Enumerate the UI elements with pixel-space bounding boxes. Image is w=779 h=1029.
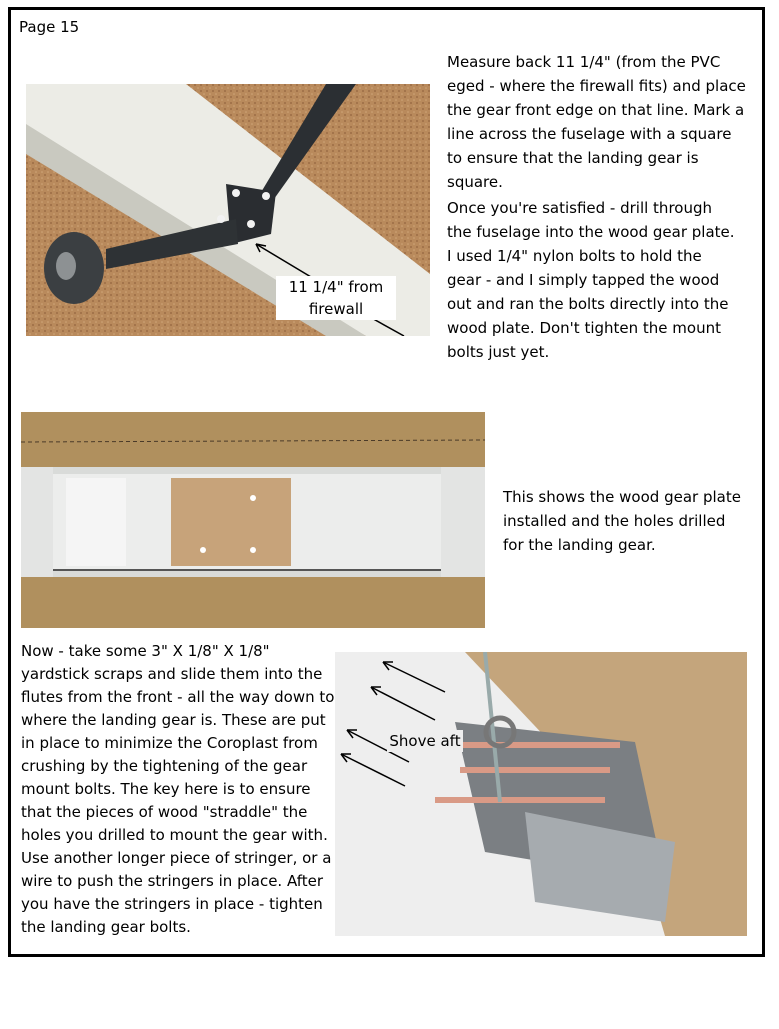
page-frame — [8, 7, 765, 957]
photo1-label-line2: firewall — [308, 300, 364, 318]
photo-stringers-image — [335, 652, 747, 936]
page-number: Page 15 — [19, 18, 80, 36]
photo3-label: Shove aft — [387, 730, 463, 752]
photo-gear-plate-image — [21, 412, 485, 628]
photo1-label-line1: 11 1/4" from — [288, 278, 384, 296]
photo-landing-gear — [26, 84, 430, 336]
caption-paragraph-3: This shows the wood gear plate installed and the holes drilled for the landing gear. — [503, 488, 741, 554]
instruction-paragraph-2: Once you're satisfied - drill through the fuselage into the wood gear plate. I used 1/4" nylon bolts to hold the gear - and I simply tapped the wood out and ran the bolts directly into the wood plate. Don't tighten the mount bolts just yet. — [447, 199, 735, 361]
photo-stringers — [335, 652, 747, 936]
photo-gear-plate — [21, 412, 485, 628]
photo1-label — [276, 276, 396, 320]
instruction-paragraph-4: Now - take some 3" X 1/8" X 1/8" yardstick scraps and slide them into the flutes from the front - all the way down to where the landing gear is. These are put in place to minimize the Coroplast from crushing by the tightening of the gear mount bolts. The key here is to ensure that the pieces of wood "straddle" the holes you drilled to mount the gear with. Use another longer piece of stringer, or a wire to push the stringers in place. After you have the stringers in place - tighten the landing gear bolts. — [21, 642, 335, 936]
instruction-paragraph-1: Measure back 11 1/4" (from the PVC eged - where the firewall fits) and place the gear front edge on that line. Mark a line across the fuselage with a square to ensure that the landing gear is square. — [447, 53, 746, 191]
